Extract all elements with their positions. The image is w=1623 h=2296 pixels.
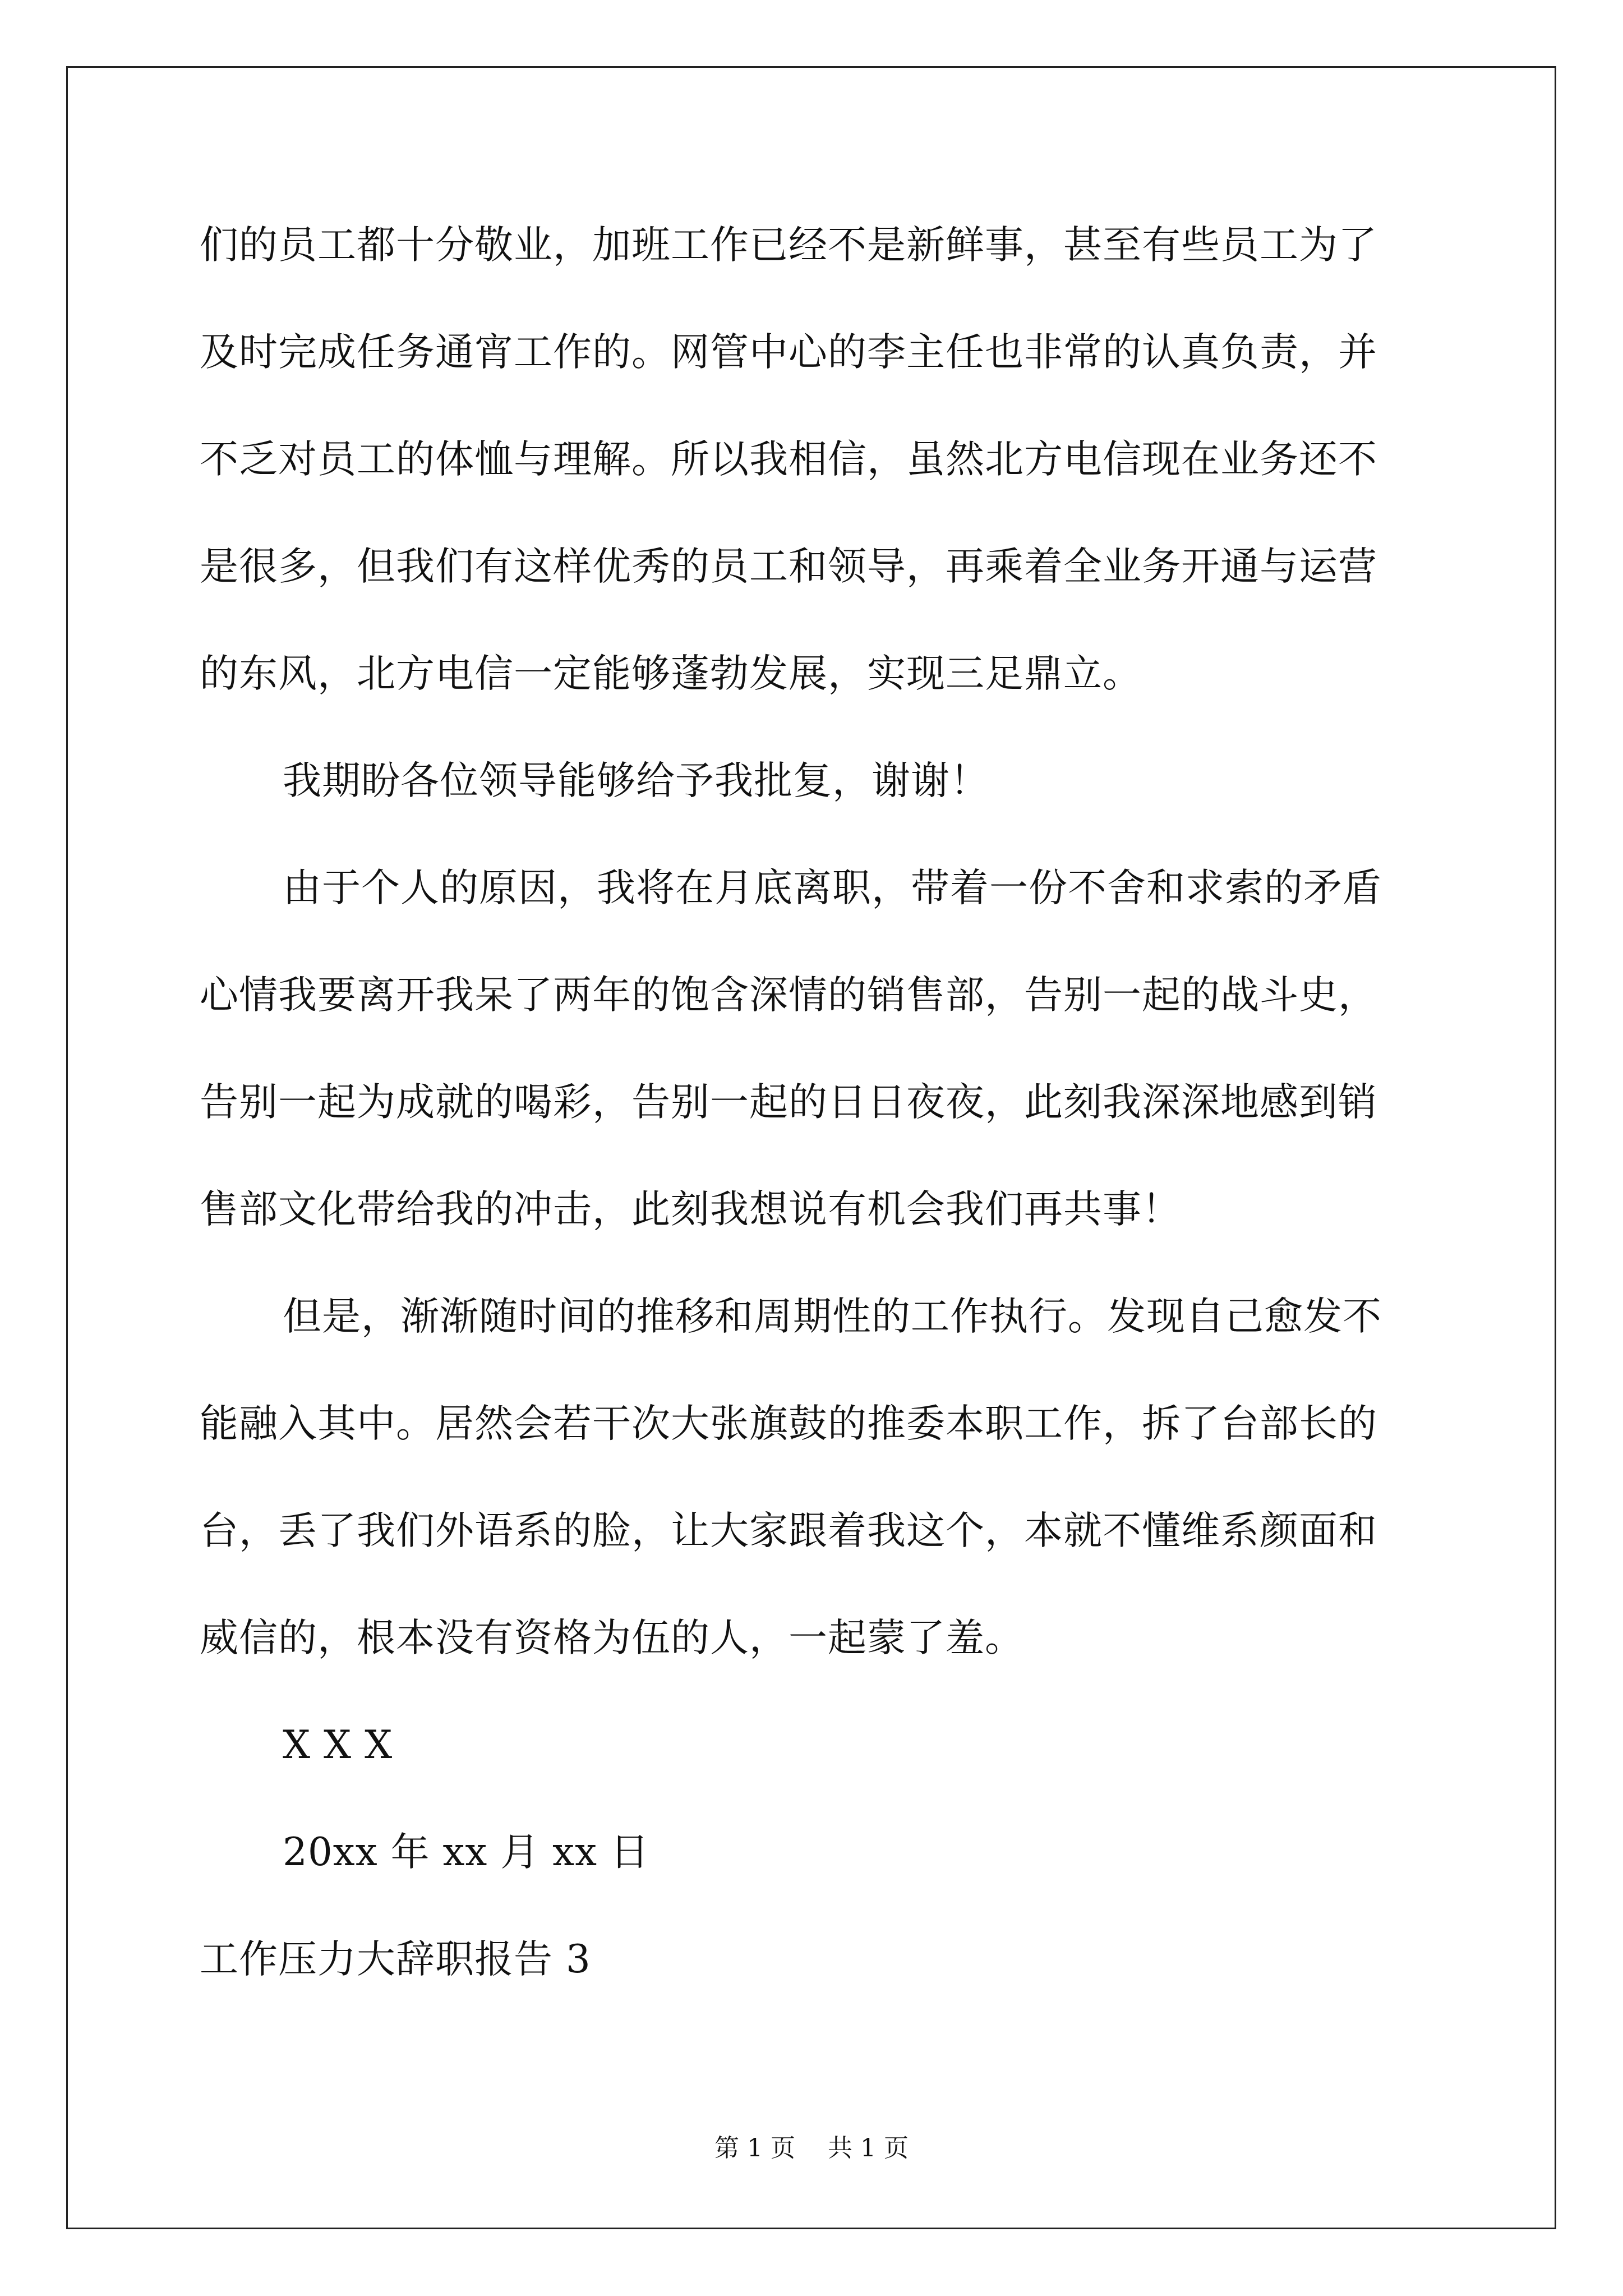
paragraph-line: 告别一起为成就的喝彩，告别一起的日日夜夜，此刻我深深地感到销 bbox=[200, 1080, 1377, 1125]
signature: X X X bbox=[283, 1723, 393, 1768]
paragraph-line: 我期盼各位领导能够给予我批复，谢谢！ bbox=[283, 758, 989, 803]
paragraph-line: 由于个人的原因，我将在月底离职，带着一份不舍和求索的矛盾 bbox=[283, 866, 1382, 910]
page-total: 共 1 页 bbox=[828, 2134, 909, 2162]
document-body bbox=[200, 199, 1426, 2021]
paragraph-line: 们的员工都十分敬业，加班工作已经不是新鲜事，甚至有些员工为了 bbox=[200, 223, 1377, 268]
paragraph-line: 台，丢了我们外语系的脸，让大家跟着我这个，本就不懂维系颜面和 bbox=[200, 1508, 1377, 1553]
section-title: 工作压力大辞职报告 3 bbox=[200, 1937, 591, 1982]
date-line: 20xx 年 xx 月 xx 日 bbox=[283, 1830, 649, 1875]
page-number: 第 1 页 bbox=[714, 2134, 795, 2162]
paragraph-line: 的东风，北方电信一定能够蓬勃发展，实现三足鼎立。 bbox=[200, 651, 1142, 696]
paragraph-line: 威信的，根本没有资格为伍的人，一起蒙了羞。 bbox=[200, 1616, 1024, 1660]
paragraph-line: 但是，渐渐随时间的推移和周期性的工作执行。发现自己愈发不 bbox=[283, 1294, 1382, 1339]
paragraph-line: 不乏对员工的体恤与理解。所以我相信，虽然北方电信现在业务还不 bbox=[200, 437, 1377, 482]
paragraph-line: 能融入其中。居然会若干次大张旗鼓的推委本职工作，拆了台部长的 bbox=[200, 1401, 1377, 1446]
paragraph-line: 及时完成任务通宵工作的。网管中心的李主任也非常的认真负责，并 bbox=[200, 330, 1377, 375]
paragraph-line: 是很多，但我们有这样优秀的员工和领导，再乘着全业务开通与运营 bbox=[200, 544, 1377, 589]
paragraph-line: 售部文化带给我的冲击，此刻我想说有机会我们再共事！ bbox=[200, 1187, 1181, 1232]
page-footer bbox=[0, 2132, 1623, 2165]
paragraph-line: 心情我要离开我呆了两年的饱含深情的销售部，告别一起的战斗史， bbox=[200, 973, 1377, 1018]
